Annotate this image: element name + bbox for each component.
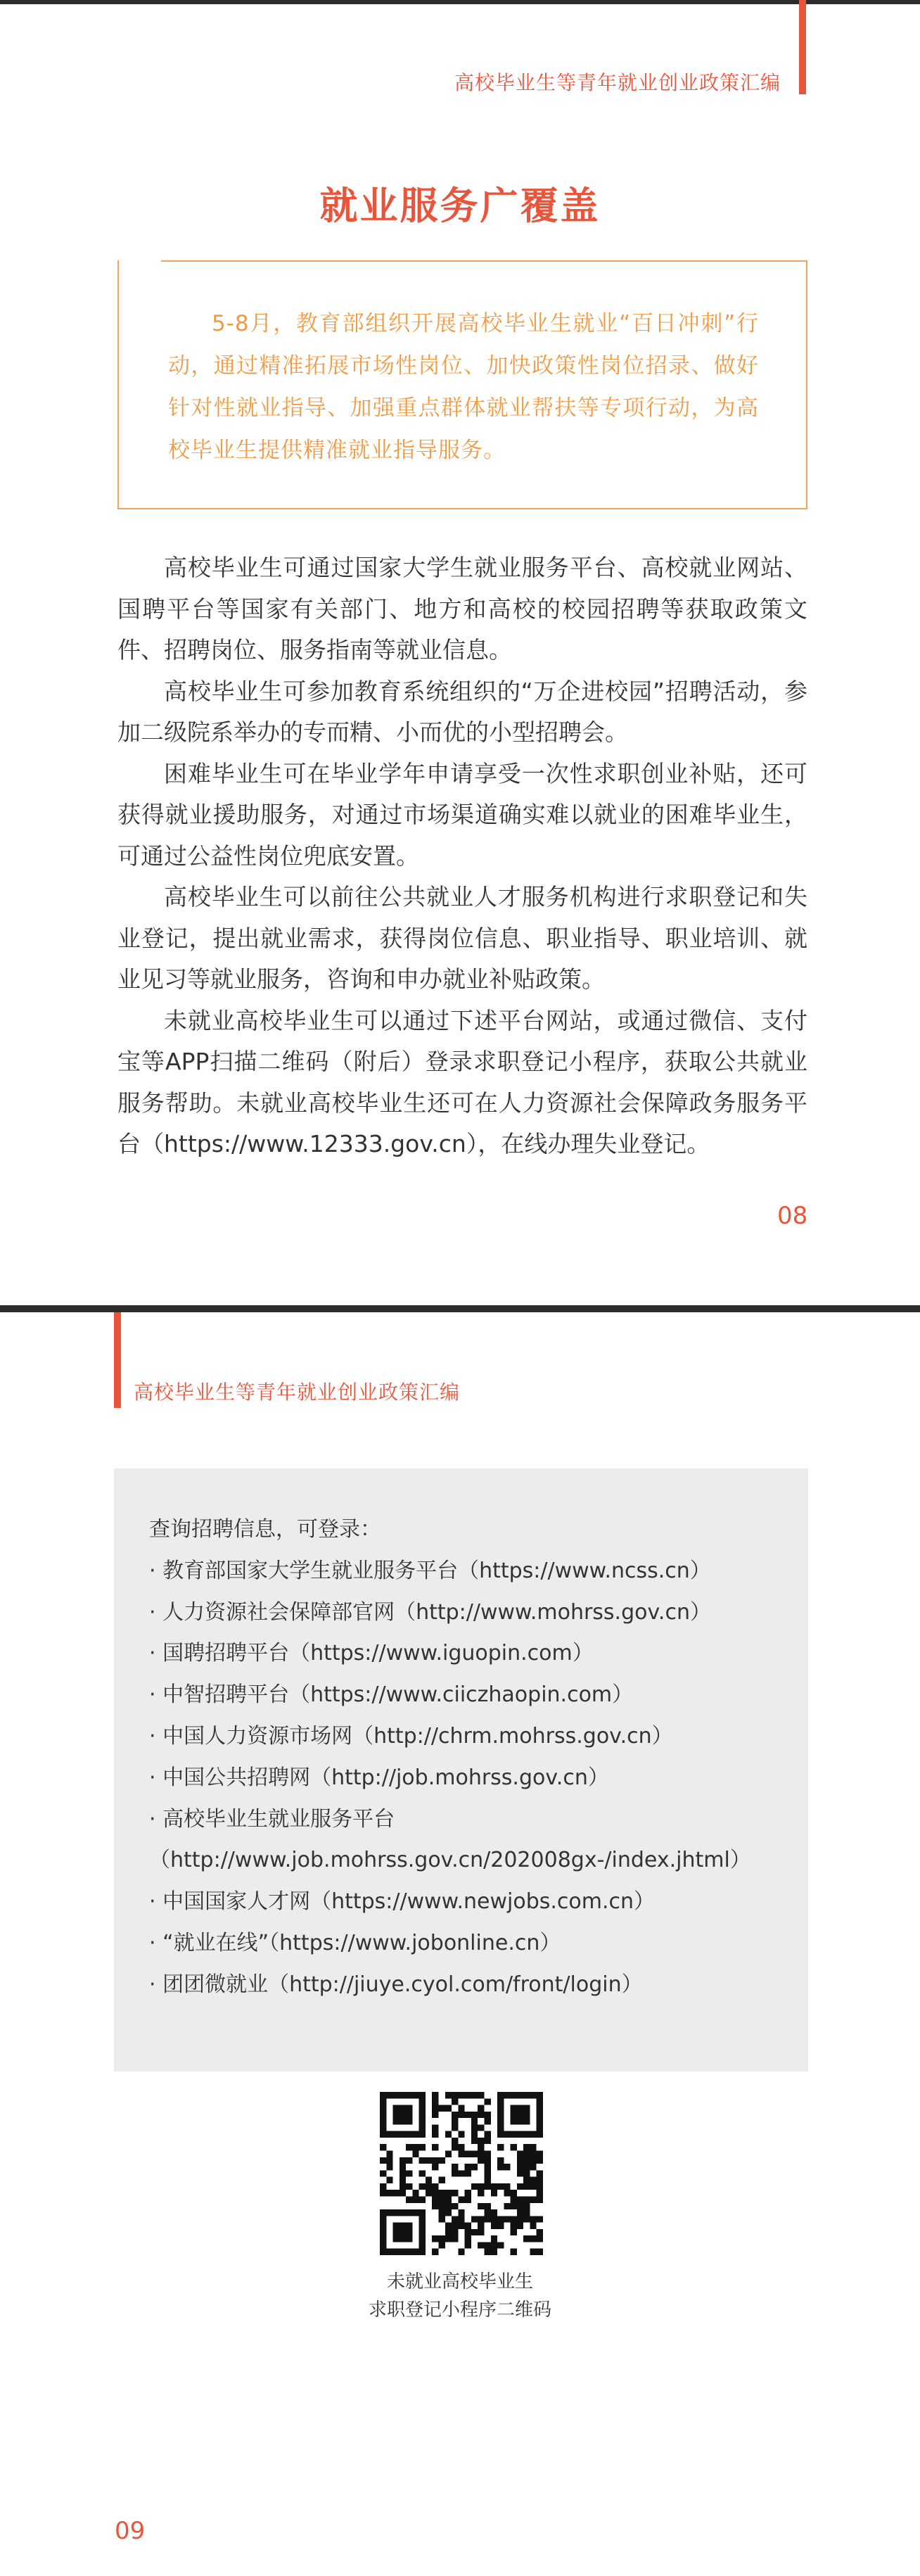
qr-caption-line: 求职登记小程序二维码 [368, 2299, 551, 2321]
list-item: · 高校毕业生就业服务平台（http://www.job.mohrss.gov.cn/202008gx-/index.jhtml） [149, 1806, 751, 1873]
qr-caption-line: 未就业高校毕业生 [386, 2271, 533, 2292]
paragraph: 高校毕业生可参加教育系统组织的“万企进校园”招聘活动，参加二级院系举办的专而精、小而优的小型招聘会。 [117, 677, 807, 746]
list-intro: 查询招聘信息，可登录： [149, 1517, 381, 1542]
list-item: · 人力资源社会保障部官网（http://www.mohrss.gov.cn） [149, 1599, 711, 1625]
qr-caption [0, 2268, 920, 2324]
paragraph: 困难毕业生可在毕业学年申请享受一次性求职创业补贴，还可获得就业援助服务，对通过市场渠道确实难以就业的困难毕业生，可通过公益性岗位兜底安置。 [117, 759, 807, 870]
list-item: · 中国公共招聘网（http://job.mohrss.gov.cn） [149, 1765, 609, 1790]
header-accent-bar [799, 0, 806, 94]
running-header: 高校毕业生等青年就业创业政策汇编 [134, 1381, 461, 1404]
callout-box [117, 260, 807, 509]
running-header: 高校毕业生等青年就业创业政策汇编 [454, 71, 781, 94]
paragraph: 高校毕业生可通过国家大学生就业服务平台、高校就业网站、国聘平台等国家有关部门、地方和高校的校园招聘等获取政策文件、招聘岗位、服务指南等就业信息。 [117, 554, 807, 664]
callout-corner-gap [119, 259, 161, 265]
paragraph: 高校毕业生可以前往公共就业人才服务机构进行求职登记和失业登记，提出就业需求，获得岗位信息、职业指导、职业培训、就业见习等就业服务，咨询和申办就业补贴政策。 [117, 883, 807, 993]
page-number: 08 [777, 1202, 808, 1230]
callout-text: 5-8月，教育部组织开展高校毕业生就业“百日冲刺”行动，通过精准拓展市场性岗位、加快政策性岗位招录、做好针对性就业指导、加强重点群体就业帮扶等专项行动，为高校毕业生提供精准就业指导服务。 [168, 311, 759, 463]
recruitment-site-list [149, 1509, 782, 2006]
page-09 [0, 1305, 920, 2576]
top-border [0, 0, 920, 4]
header-accent-bar [114, 1312, 121, 1408]
page-separator [0, 1305, 920, 1312]
body-text [117, 547, 807, 1165]
list-item: · 中智招聘平台（https://www.ciiczhaopin.com） [149, 1682, 634, 1708]
list-item: · 中国人力资源市场网（http://chrm.mohrss.gov.cn） [149, 1723, 673, 1749]
section-title: 就业服务广覆盖 [319, 184, 601, 228]
list-item: · 国聘招聘平台（https://www.iguopin.com） [149, 1641, 594, 1666]
page-number: 09 [115, 2517, 146, 2545]
qr-code-icon [380, 2092, 543, 2255]
list-item: · 教育部国家大学生就业服务平台（https://www.ncss.cn） [149, 1558, 711, 1583]
recruitment-info-box [114, 1468, 808, 2071]
list-item: · “就业在线”（https://www.jobonline.cn） [149, 1930, 561, 1955]
list-item: · 中国国家人才网（https://www.newjobs.com.cn） [149, 1889, 656, 1915]
paragraph: 未就业高校毕业生可以通过下述平台网站，或通过微信、支付宝等APP扫描二维码（附后）登录求职登记小程序，获取公共就业服务帮助。未就业高校毕业生还可在人力资源社会保障政务服务平台（https://www.12333.gov.cn），在线办理失业登记。 [117, 1006, 807, 1157]
list-item: · 团团微就业（http://jiuye.cyol.com/front/login） [149, 1972, 643, 1997]
